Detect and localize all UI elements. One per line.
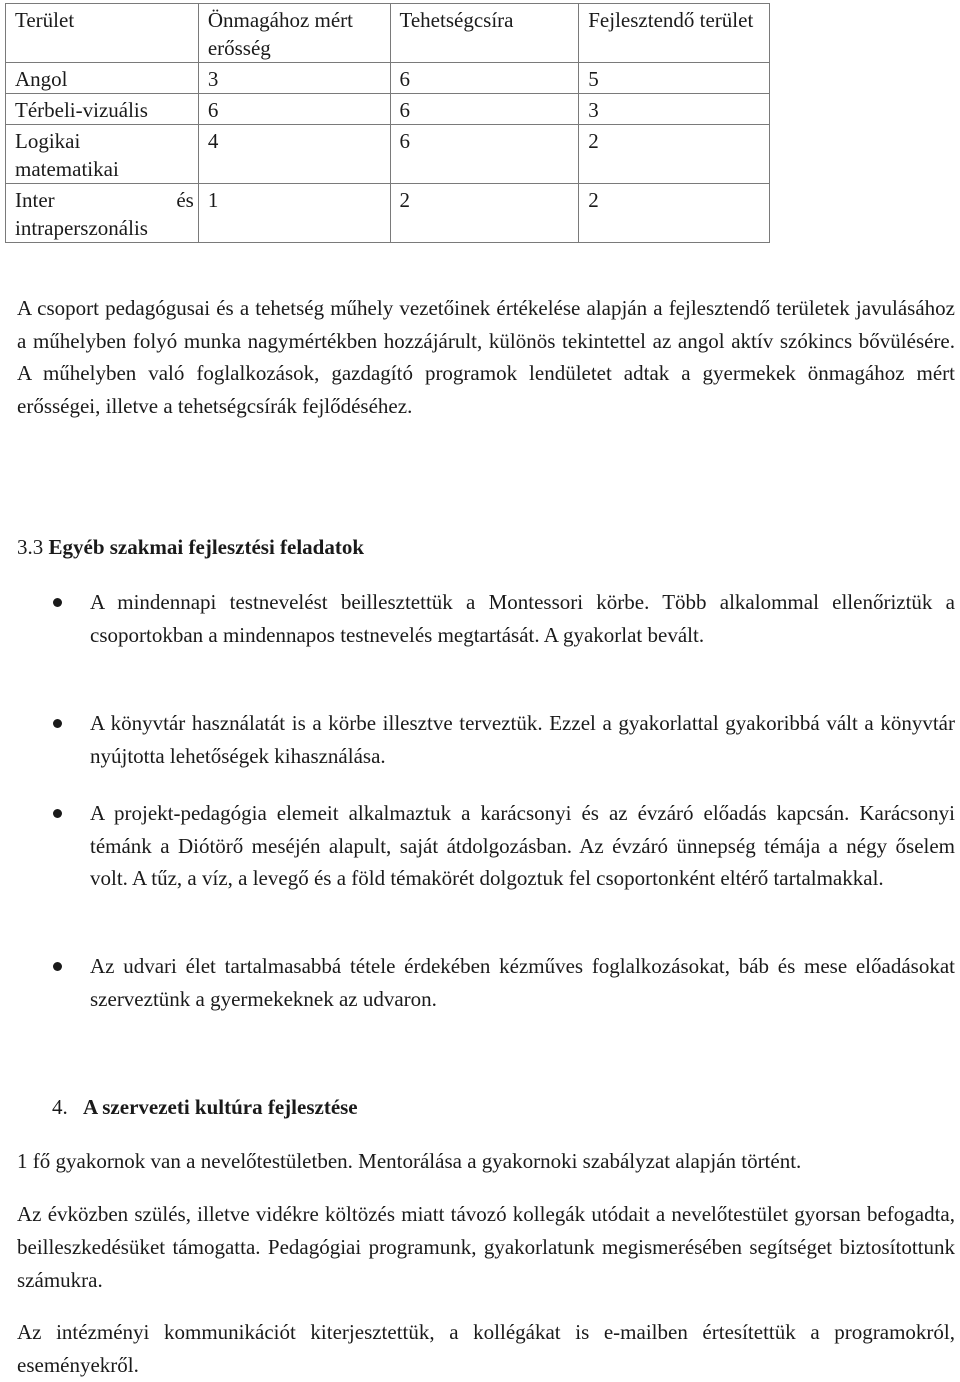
section-title: Egyéb szakmai fejlesztési feladatok xyxy=(48,535,365,559)
table-cell-self: 3 xyxy=(198,63,390,94)
talent-assessment-table xyxy=(5,3,770,243)
table-cell-talent: 6 xyxy=(390,125,579,184)
list-item-text: Az udvari élet tartalmasabbá tétele érdekében kézműves foglalkozásokat, báb és mese előadásokat szerveztünk a gyermekeknek az udvaron. xyxy=(90,954,955,1011)
bullet-icon xyxy=(53,962,62,971)
table-cell-develop: 2 xyxy=(579,184,770,243)
table-row xyxy=(6,125,770,184)
table-cell-area: Angol xyxy=(6,63,199,94)
list-item xyxy=(90,797,955,895)
table-header-cell: Önmagához mért erősség xyxy=(198,4,390,63)
table-cell-self: 1 xyxy=(198,184,390,243)
table-header-cell: Tehetségcsíra xyxy=(390,4,579,63)
table-row xyxy=(6,94,770,125)
list-item xyxy=(90,950,955,1015)
table-cell-area xyxy=(6,184,199,243)
area-line xyxy=(15,186,194,214)
section-number: 4. xyxy=(52,1095,68,1119)
table-row xyxy=(6,184,770,243)
table-row xyxy=(6,63,770,94)
bullet-icon xyxy=(53,719,62,728)
table-cell-develop: 3 xyxy=(579,94,770,125)
bullet-icon xyxy=(53,809,62,818)
evaluation-paragraph: A csoport pedagógusai és a tehetség műhely vezetőinek értékelése alapján a fejlesztendő területek javulásához a műhelyben folyó munka nagymértékben hozzájárult, különös tekintettel az angol aktív szókincs bővülésére. A műhelyben való foglalkozások, gazdagító programok lendületet adtak a gyermekek önmagához mért erősségei, illetve a tehetségcsírák fejlődéséhez. xyxy=(17,296,955,418)
area-word: Inter xyxy=(15,188,55,212)
colleagues-paragraph: Az évközben szülés, illetve vidékre költözés miatt távozó kollegák utódait a nevelőtestület gyorsan befogadta, beilleszkedésüket támogatta. Pedagógiai programunk, gyakorlatunk megismerésében segítséget biztosítottunk számukra. xyxy=(17,1202,955,1292)
table-cell-develop: 2 xyxy=(579,125,770,184)
list-item-text: A könyvtár használatát is a körbe illesztve terveztük. Ezzel a gyakorlattal gyakoribbá vált a könyvtár nyújtotta lehetőségek kihasználása. xyxy=(90,711,955,768)
list-item-text: A projekt-pedagógia elemeit alkalmaztuk a karácsonyi és az évzáró előadás kapcsán. Karácsonyi témánk a Diótörő meséjén alapult, saját átdolgozásban. Az évzáró ünnepség témája a négy őselem volt. A tűz, a víz, a levegő és a föld témakörét dolgoztuk fel csoportonként eltérő tartalmakkal. xyxy=(90,801,955,890)
table-cell-develop: 5 xyxy=(579,63,770,94)
table-cell-talent: 2 xyxy=(390,184,579,243)
section-title: A szervezeti kultúra fejlesztése xyxy=(83,1095,358,1119)
section-heading-3-3 xyxy=(17,532,364,562)
list-item xyxy=(90,586,955,651)
table-header-cell: Terület xyxy=(6,4,199,63)
communication-paragraph: Az intézményi kommunikációt kiterjesztettük, a kollégákat is e-mailben értesítettük a programokról, eseményekről. xyxy=(17,1320,955,1377)
table-header-row xyxy=(6,4,770,63)
section-heading-4 xyxy=(52,1092,358,1122)
trainee-paragraph: 1 fő gyakornok van a nevelőtestületben. Mentorálása a gyakornoki szabályzat alapján történt. xyxy=(17,1149,802,1173)
bullet-icon xyxy=(53,598,62,607)
area-line: Logikai xyxy=(15,129,81,153)
table-cell-talent: 6 xyxy=(390,94,579,125)
area-line: intraperszonális xyxy=(15,216,148,240)
table-cell-self: 6 xyxy=(198,94,390,125)
table-cell-area xyxy=(6,125,199,184)
area-word: és xyxy=(176,188,194,212)
table-cell-talent: 6 xyxy=(390,63,579,94)
area-line: matematikai xyxy=(15,157,119,181)
table-header-cell: Fejlesztendő terület xyxy=(579,4,770,63)
list-item-text: A mindennapi testnevelést beillesztettük a Montessori körbe. Több alkalommal ellenőriztük a csoportokban a mindennapos testnevelés megtartását. A gyakorlat bevált. xyxy=(90,590,955,647)
section-number: 3.3 xyxy=(17,535,44,559)
table-cell-area: Térbeli-vizuális xyxy=(6,94,199,125)
list-item xyxy=(90,707,955,772)
table-cell-self: 4 xyxy=(198,125,390,184)
